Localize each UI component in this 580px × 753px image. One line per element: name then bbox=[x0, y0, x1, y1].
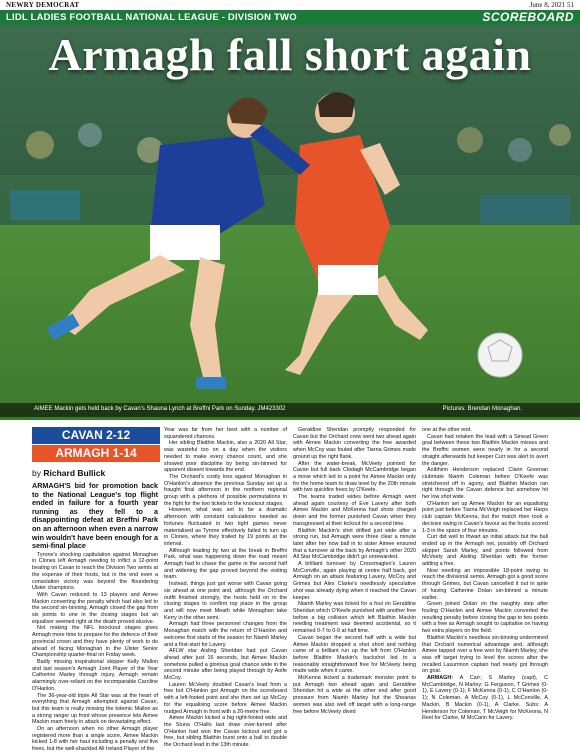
article-paragraph: Year was far from her best with a number of squandered chances. bbox=[164, 427, 287, 440]
photo-illustration bbox=[0, 25, 580, 420]
article-paragraph: Her sibling Blaithin Mackin, also a 2020 All Star, was wasteful too on a day when the visitors needed to make every chance count, and she showed poor discipline by being sin-binned for apparent dissent towards the end. bbox=[164, 440, 287, 474]
article-paragraph: Blaithin Mackin's needless sin-binning undermined that Orchard numerical advantage and, although Aimee tapped over a free won by Niamh Marley, she was off target trying to level the scores after the recalled Lasumnon captain had nearly got through on goal. bbox=[422, 634, 548, 675]
team-lineup bbox=[422, 675, 548, 722]
article-paragraph: The teams traded wides before Armagh went ahead again courtesy of Eve Lavery after both Aimee Mackin and McKenna had shots charged down and the former punished Cavan when they transgressed at their kickout for a second time. bbox=[293, 494, 416, 527]
lineup-players: A Carr; S Marley (capt), C McCambridge, N Marley; G Ferguson, T Grimes (0-1), E Lavery (0-1); F McKenna (0-1), C O'Hanlon (0-1); N Coleman, A McCoy (0-1), L McConville, A Mackin, B Mackin (0-1), A Clarke. Subs: A Henderson for Coleman, T McVeigh for McKenna, N Reel for Clarke, M McCann for Lavery. bbox=[422, 675, 548, 722]
section-header bbox=[0, 10, 580, 25]
byline bbox=[32, 468, 105, 478]
headline: Armagh fall short again bbox=[48, 29, 532, 80]
article-column-2 bbox=[164, 427, 287, 749]
article-paragraph: Badly missing inspirational skipper Kelly Mallon and last season's Armagh Joint Player of the Year Catherine Marley through injury, Armagh remain alarmingly over-reliant on the incomparable Caroline O'Hanlon. bbox=[32, 659, 158, 692]
article-paragraph: Cavan had retaken the lead with a Sinead Green goal between these two Blaithin Mackin misses and the Breffni women were nearly in for a second straight afterwards but keeper Curr was alert to avert the danger. bbox=[422, 433, 548, 467]
article-paragraph: AFLW star Aisling Sheridan had put Cavan ahead after just 16 seconds, but Aimee Mackin somehow pulled a glorious goal chance wide in the second minute after being played through by Aoife McCoy. bbox=[164, 648, 287, 682]
article-paragraph: one at the other end. bbox=[422, 427, 472, 433]
article-paragraph: Geraldine Sheridan promptly responded for Cavan but the Orchard crew went two ahead again with Aimee Mackin converting the free awarded when McCoy was fouled after Tiarna Grimes made ground up the right flank. bbox=[293, 427, 416, 460]
article-lead: ARMAGH'S bid for promotion back to the National League's top flight ended in failure for a fourth year running as they fell to a disappointing defeat at Breffni Park on an afternoon when even a narrow win wouldn't have been enough for a semi-final place bbox=[32, 481, 158, 551]
article-column-1 bbox=[32, 482, 158, 753]
score-away: ARMAGH 1-14 bbox=[32, 445, 160, 462]
article-paragraph: Instead, things just got worse with Cavan going six ahead at one point and, although the Orchard outfit finished strongly, the hosts held on in the closing stages to confirm top place in the group and will now meet Meath while Monaghan take Kerry in the other semi. bbox=[164, 581, 287, 621]
caption-credit: Pictures: Brendan Monaghan. bbox=[442, 406, 522, 412]
article-paragraph: Armagh had three personnel changes from the Monaghan match with the return of O'Hanlon and welcome first starts of the season for Niamh Marley and a first-start for Lavery. bbox=[164, 621, 287, 648]
article-paragraph: Lauren McVeety doubled Cavan's lead from a free but O'Hanlon got Armagh on the scoreboard with a left-footed point and she then set up McCoy for the equalising score before Aimee Mackin nudged Armagh in front with a 20-metre free. bbox=[164, 681, 287, 715]
article-paragraph: Niamh Marley was ticked for a foul on Geraldine Sheridan which O'Keefe punished with another free before a big collision which left Blaithin Mackin needing treatment was deemed accidental, so it remained 0-7 to 0-9 at half time. bbox=[293, 601, 416, 635]
article-column-4 bbox=[422, 427, 548, 722]
article-paragraph: Aoibhinn Henderson replaced Clann Greenan clubmate Niamh Coleman before O'Keefe was stretchered off in agony, and Blaithin Mackin ran right through the Cavan defence but somehow hit her low shot wide. bbox=[422, 467, 548, 501]
score-home: CAVAN 2-12 bbox=[32, 427, 160, 444]
lineup-team: ARMAGH: bbox=[427, 675, 454, 682]
photo-caption bbox=[0, 403, 580, 417]
article-paragraph: The Orchard's costly loss against Monaghan in O'Hanlon's absence the previous Sunday set up a fraught final afternoon in the northern regional group with a plethora of possible permutations in the fight for the two tickets to the knockout stages. bbox=[164, 473, 287, 507]
article-paragraph: Cavan began the second half with a wide but Aimee Mackin dropped a shot short and nothing came of a brilliant run up the left from O'Hanlon before Blaithin Mackin's backshot led to a reasonably straightforward free for McVeety being made wide when it came. bbox=[293, 634, 416, 675]
article-paragraph: McKenna kicked a trademark monster point to put Armagh two ahead again and Geraldine Sheridan hit a wide at the other end after good pressure from Niamh Marley but the Sheanas women was also well off target with a long-range free before McVeety dived bbox=[293, 675, 416, 715]
byline-prefix: by bbox=[32, 468, 41, 478]
article-paragraph: A brilliant turnover by Crossmaglen's Lauren McConville, again playing at centre half back, got Armagh on an attack featuring Lavery, McCoy and Grimes but Alex Clarke's needlessly speculative shot was already dying when it reached the Cavan keeper. bbox=[293, 561, 416, 601]
article-paragraph: Blaithin Mackin's shot drifted just wide after a strong run, but Armagh were three clear a minute later after her now ball in to sister Aimee ensured that a turnover at the back by Armagh's other 2020 All Star McCambridge didn't go unrewarded. bbox=[293, 527, 416, 561]
article-paragraph: On an afternoon when no other Armagh player registered more than a single score, Aimee Mackin kicked 1-8 with her haul including a penalty and five frees, but the well-shackled All Ireland Player of the bbox=[32, 726, 158, 753]
article-paragraph: Aimee Mackin kicked a big right-footed wide and the Stuna O'Hallo last draw over-turned after O'Hanlon had won the Cavan kickout and got a free, but sibling Blaithin burst onto a ball to double the Orchard lead in the 13th minute. bbox=[164, 715, 287, 749]
issue-date: June 8, 2021 51 bbox=[529, 1, 574, 9]
masthead bbox=[0, 0, 580, 10]
article-paragraph: However, what was set to be a dramatic afternoon with constant calculations needed as fortunes fluctuated in two tight games never materialised as Tyrone effectively failed to turn up in Clones, where they trailed by 19 points at the interval. bbox=[164, 507, 287, 547]
competition-label: LIDL LADIES FOOTBALL NATIONAL LEAGUE - DIVISION TWO bbox=[6, 12, 297, 23]
scoreboard-brand: SCOREBOARD bbox=[482, 10, 574, 24]
article-paragraph: The 36-year-old triple All Star was at the heart of everything that Armagh attempted against Cavan, but this team is really missing the totemic Mallon as a strong ranger up front whose presence lets Aimee Mackin roam freely in attack on devastating effect. bbox=[32, 692, 158, 726]
match-photo bbox=[0, 25, 580, 420]
publication-name: NEWRY DEMOCRAT bbox=[6, 1, 80, 9]
byline-author: Richard Bullick bbox=[43, 468, 106, 478]
article-paragraph: Although leading by two at the break in Breffni Park, what was happening down the road meant Armagh had to chase the game in the second half and widening the gap proved beyond the visiting team. bbox=[164, 547, 287, 581]
article-paragraph: O'Hanlon set up Aimee Mackin for an equalising point just before Tiarna McVeigh replaced her Harps club captain McKenna, but the match then took a decisive swing in Cavan's favour as the hosts scored 1-3 in the space of four minutes. bbox=[422, 500, 548, 534]
article-paragraph: Not making the NFL knockout stages gives Armagh more time to prepare for the defence of their provincial crown and they have plenty of work to do ahead of facing Monaghan in the Ulster Senior Championship quarter-final on Friday week. bbox=[32, 625, 158, 659]
article-column-3 bbox=[293, 427, 416, 715]
article-paragraph: After the water-break, McVeety pointed for Cavan but full back Clodagh McCambridge began a move which led to a point for Aimee Mackin only for the home team to draw level by the 20th minute with two quickfire frees by O'Keefe. bbox=[293, 460, 416, 494]
caption-text: AIMEE Mackin gets held back by Cavan's Shauna Lynch at Breffni Park on Sunday. JM423302 bbox=[34, 406, 286, 412]
article-paragraph: Curr did well to thwart an initial attack but the ball ended up in the Armagh net, possibly off Orchard skipper Sarah Marley, and points followed from McVeety and Aisling Sheridan with the former adding a free. bbox=[422, 534, 548, 568]
article-paragraph: Now needing an impossible 18-point swing to reach the divisional semis, Armagh got a good score through Grimes, but Cavan cancelled it out in spite of having Catherine Dolan sin-binned a minute earlier. bbox=[422, 567, 548, 601]
article-paragraph: Green joined Dolan on the naughty step after fouling O'Hanlon and Aimee Mackin converted the resulting penalty before closing the gap to two points with a free as Armagh sought to capitalise on having two extra players on the field. bbox=[422, 601, 548, 635]
article-paragraph: With Cavan reduced to 13 players and Aimee Mackin converting the penalty which had also led to the second sin-binning, Armagh closed the gap from six points to one in the closing stages but an equaliser seemed right at the death proved elusive. bbox=[32, 591, 158, 625]
article-paragraph: Tyrone's shocking capitulation against Monaghan in Clones left Armagh needing to inflict a 12-point beating on Cavan to reach the Division Two semis at the expense of their hosts, but in the end even a consolation victory was beyond the floundering Ulster champions. bbox=[32, 551, 158, 592]
